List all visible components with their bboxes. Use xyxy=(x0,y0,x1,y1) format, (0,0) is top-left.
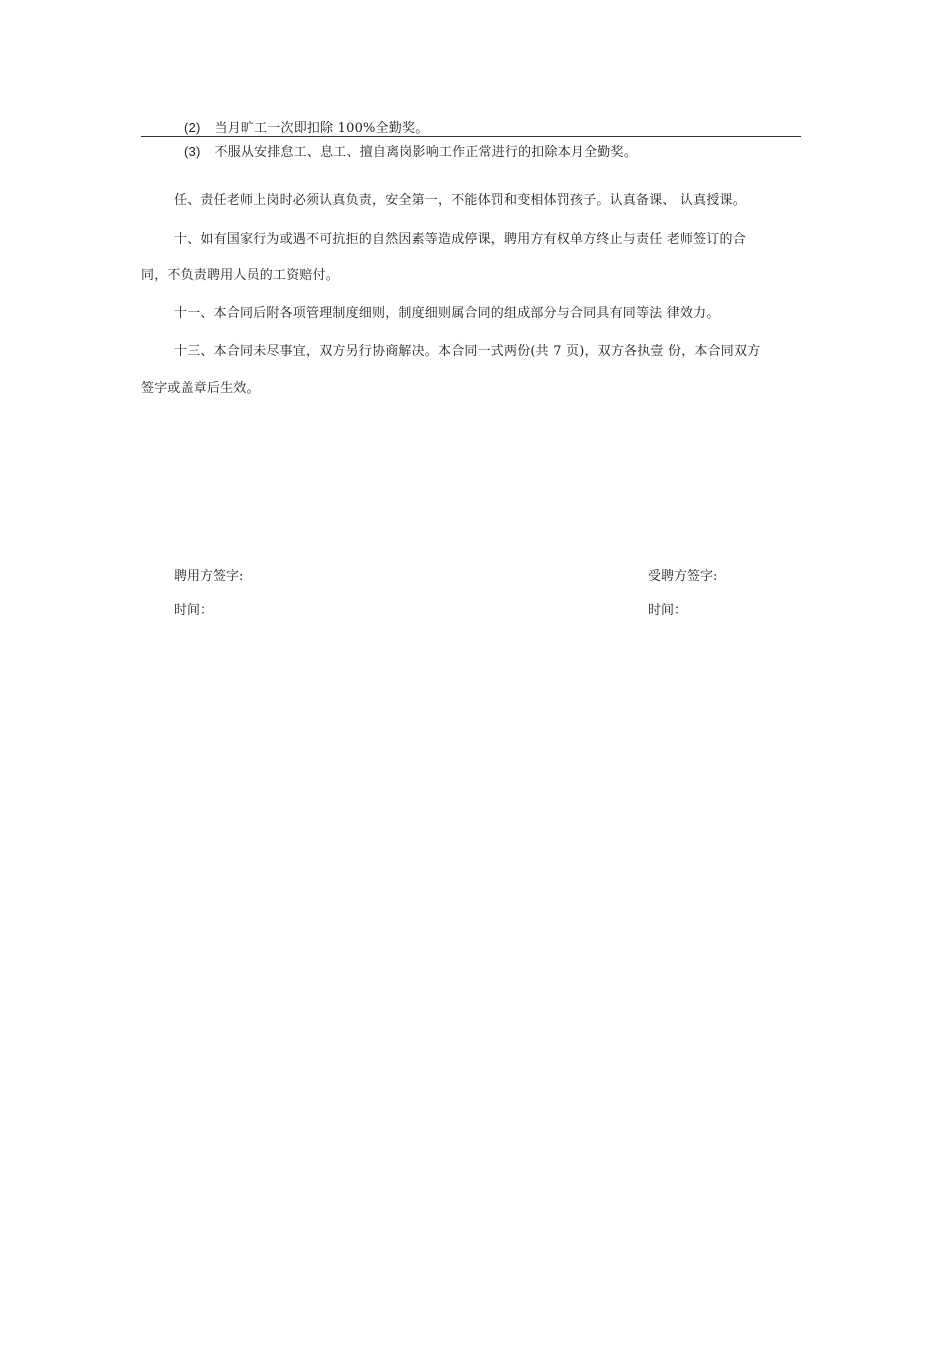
list-item-text: 不服从安排怠工、息工、擅自离岗影响工作正常进行的扣除本月全勤奖。 xyxy=(214,145,637,160)
list-item-text: 当月旷工一次即扣除 100%全勤奖。 xyxy=(214,121,429,136)
list-item-number: (3) xyxy=(184,144,201,159)
employer-time-label: 时间： xyxy=(174,603,214,618)
list-item-number: (2) xyxy=(184,120,201,135)
paragraph-shi-line-2: 同，不负责聘用人员的工资赔付。 xyxy=(141,268,340,283)
list-item-3 xyxy=(184,144,637,161)
employee-time-label: 时间： xyxy=(648,603,688,618)
horizontal-rule xyxy=(141,136,801,137)
list-item-2 xyxy=(184,120,428,137)
employer-signature-label: 聘用方签字: xyxy=(174,569,244,584)
paragraph-shisan-line-1: 十三、本合同未尽事宜，双方另行协商解决。本合同一式两份(共 7 页)，双方各执壹 份，本合同双方 xyxy=(174,344,761,359)
paragraph-shiyi: 十一、本合同后附各项管理制度细则，制度细则属合同的组成部分与合同具有同等法 律效力。 xyxy=(174,306,720,321)
paragraph-ren: 任、责任老师上岗时必须认真负责，安全第一，不能体罚和变相体罚孩子。认真备课、 认真授课。 xyxy=(174,193,746,208)
paragraph-shisan-line-2: 签字或盖章后生效。 xyxy=(141,381,260,396)
paragraph-shi-line-1: 十、如有国家行为或遇不可抗拒的自然因素等造成停课，聘用方有权单方终止与责任 老师签订的合 xyxy=(174,232,746,247)
employee-signature-label: 受聘方签字: xyxy=(648,569,718,584)
